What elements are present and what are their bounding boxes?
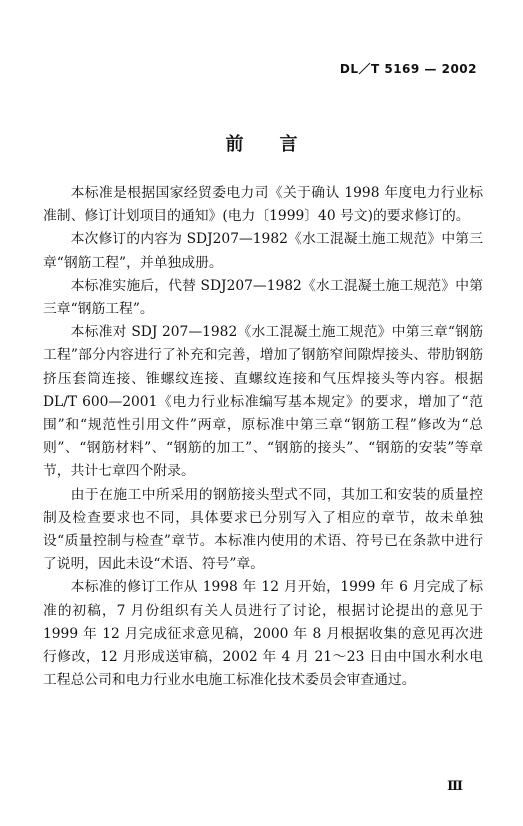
paragraph-5: 由于在施工中所采用的钢筋接头型式不同，其加工和安装的质量控制及检查要求也不同，具体要求已分别写入了相应的章节，故未单独设“质量控制与检查”章节。本标准内使用的术语、符号已在条款中进行了说明，因此未设“术语、符号”章。 (43, 486, 483, 573)
paragraph-4: 本标准对 SDJ 207—1982《水工混凝土施工规范》中第三章“钢筋工程”部分内容进行了补充和完善，增加了钢筋窄间隙焊接头、带肋钢筋挤压套筒连接、锥螺纹连接、直螺纹连接和气压焊接头等内容。根据 DL/T 600—2001《电力行业标准编写基本规定》的要求，增加了“范围”和“规范性引用文件”两章，原标准中第三章“钢筋工程”修改为“总则”、“钢筋材料”、“钢筋的加工”、“钢筋的接头”、“钢筋的安装”等章节，共计七章四个附录。 (43, 324, 483, 480)
page-number: Ⅲ (447, 779, 463, 794)
preface-body (43, 182, 483, 692)
page-title: 前言 (225, 134, 334, 155)
standard-number: DL／T 5169 — 2002 (339, 62, 477, 76)
paragraph-2: 本次修订的内容为 SDJ207—1982《水工混凝土施工规范》中第三章“钢筋工程”，并单独成册。 (43, 231, 483, 271)
paragraph-3: 本标准实施后，代替 SDJ207—1982《水工混凝土施工规范》中第三章“钢筋工程”。 (43, 277, 483, 318)
paragraph-6: 本标准的修订工作从 1998 年 12 月开始，1999 年 6 月完成了标准的初稿，7 月份组织有关人员进行了讨论，根据讨论提出的意见于 1999 年 12 月完成征求意见稿，2000 年 8 月根据收集的意见再次进行修改，12 月形成送审稿，2002 年 4 月 21～23 日由中国水利水电工程总公司和电力行业水电施工标准化技术委员会审查通过。 (43, 579, 483, 689)
paragraph-1: 本标准是根据国家经贸委电力司《关于确认 1998 年度电力行业标准制、修订计划项目的通知》(电力〔1999〕40 号文)的要求修订的。 (43, 185, 483, 225)
